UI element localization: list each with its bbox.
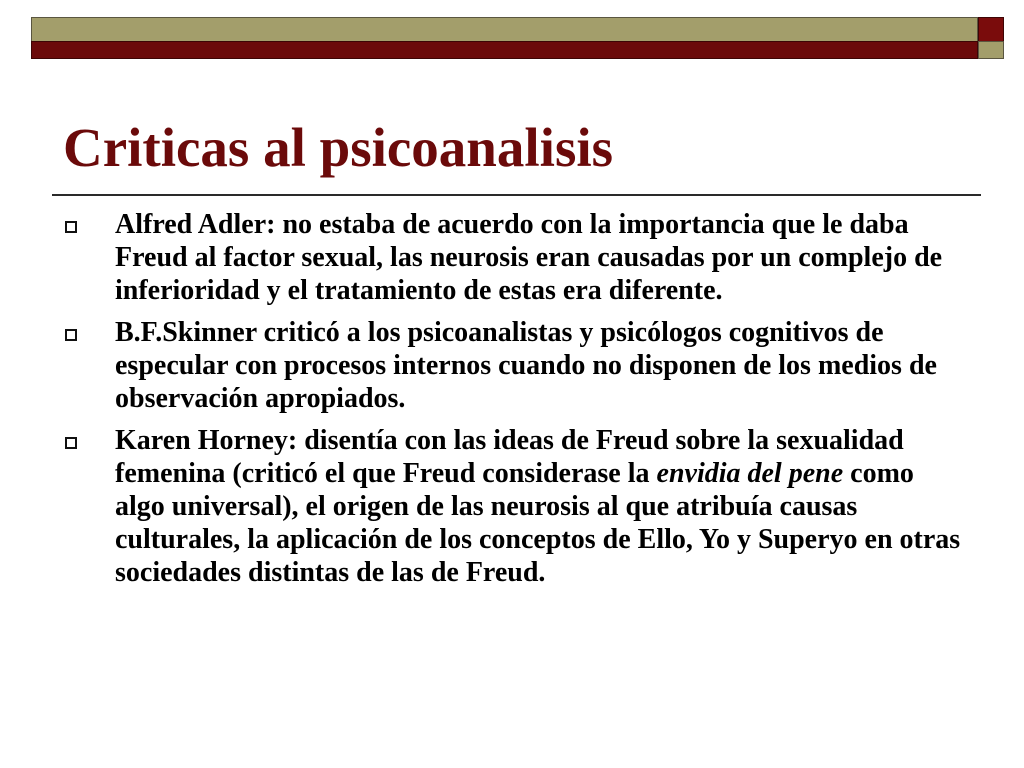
bullet-text: B.F.Skinner criticó a los psicoanalistas y psicólogos cognitivos de especular con procesos internos cuando no disponen de los medios de observación apropiados. <box>115 317 937 414</box>
slide-title: Criticas al psicoanalisis <box>63 117 614 178</box>
bullet-text-part: Karen Horney: disentía con las ideas de Freud sobre la sexualidad femenina (criticó el que Freud considerase la <box>115 425 904 489</box>
header-band-olive <box>31 17 978 42</box>
hollow-square-bullet-icon <box>65 437 77 449</box>
bullet-item-adler <box>65 208 965 307</box>
corner-square-maroon <box>978 17 1004 42</box>
bullet-text-part: como algo universal), el origen de las neurosis al que atribuía causas culturales, la aplicación de los conceptos de Ello, Yo y Superyo en otras sociedades distintas de las de Freud. <box>115 458 961 588</box>
bullet-text: Alfred Adler: no estaba de acuerdo con la importancia que le daba Freud al factor sexual, las neurosis eran causadas por un complejo de inferioridad y el tratamiento de estas era diferente. <box>115 209 943 306</box>
bullet-item-skinner <box>65 316 965 415</box>
title-divider <box>52 194 981 196</box>
hollow-square-bullet-icon <box>65 221 77 233</box>
bullet-list <box>65 208 965 598</box>
header-band-maroon <box>31 41 978 59</box>
bullet-text <box>115 425 960 588</box>
corner-square-olive <box>978 41 1004 59</box>
bullet-text-italic: envidia del pene <box>656 458 844 489</box>
hollow-square-bullet-icon <box>65 329 77 341</box>
bullet-item-horney <box>65 424 965 589</box>
